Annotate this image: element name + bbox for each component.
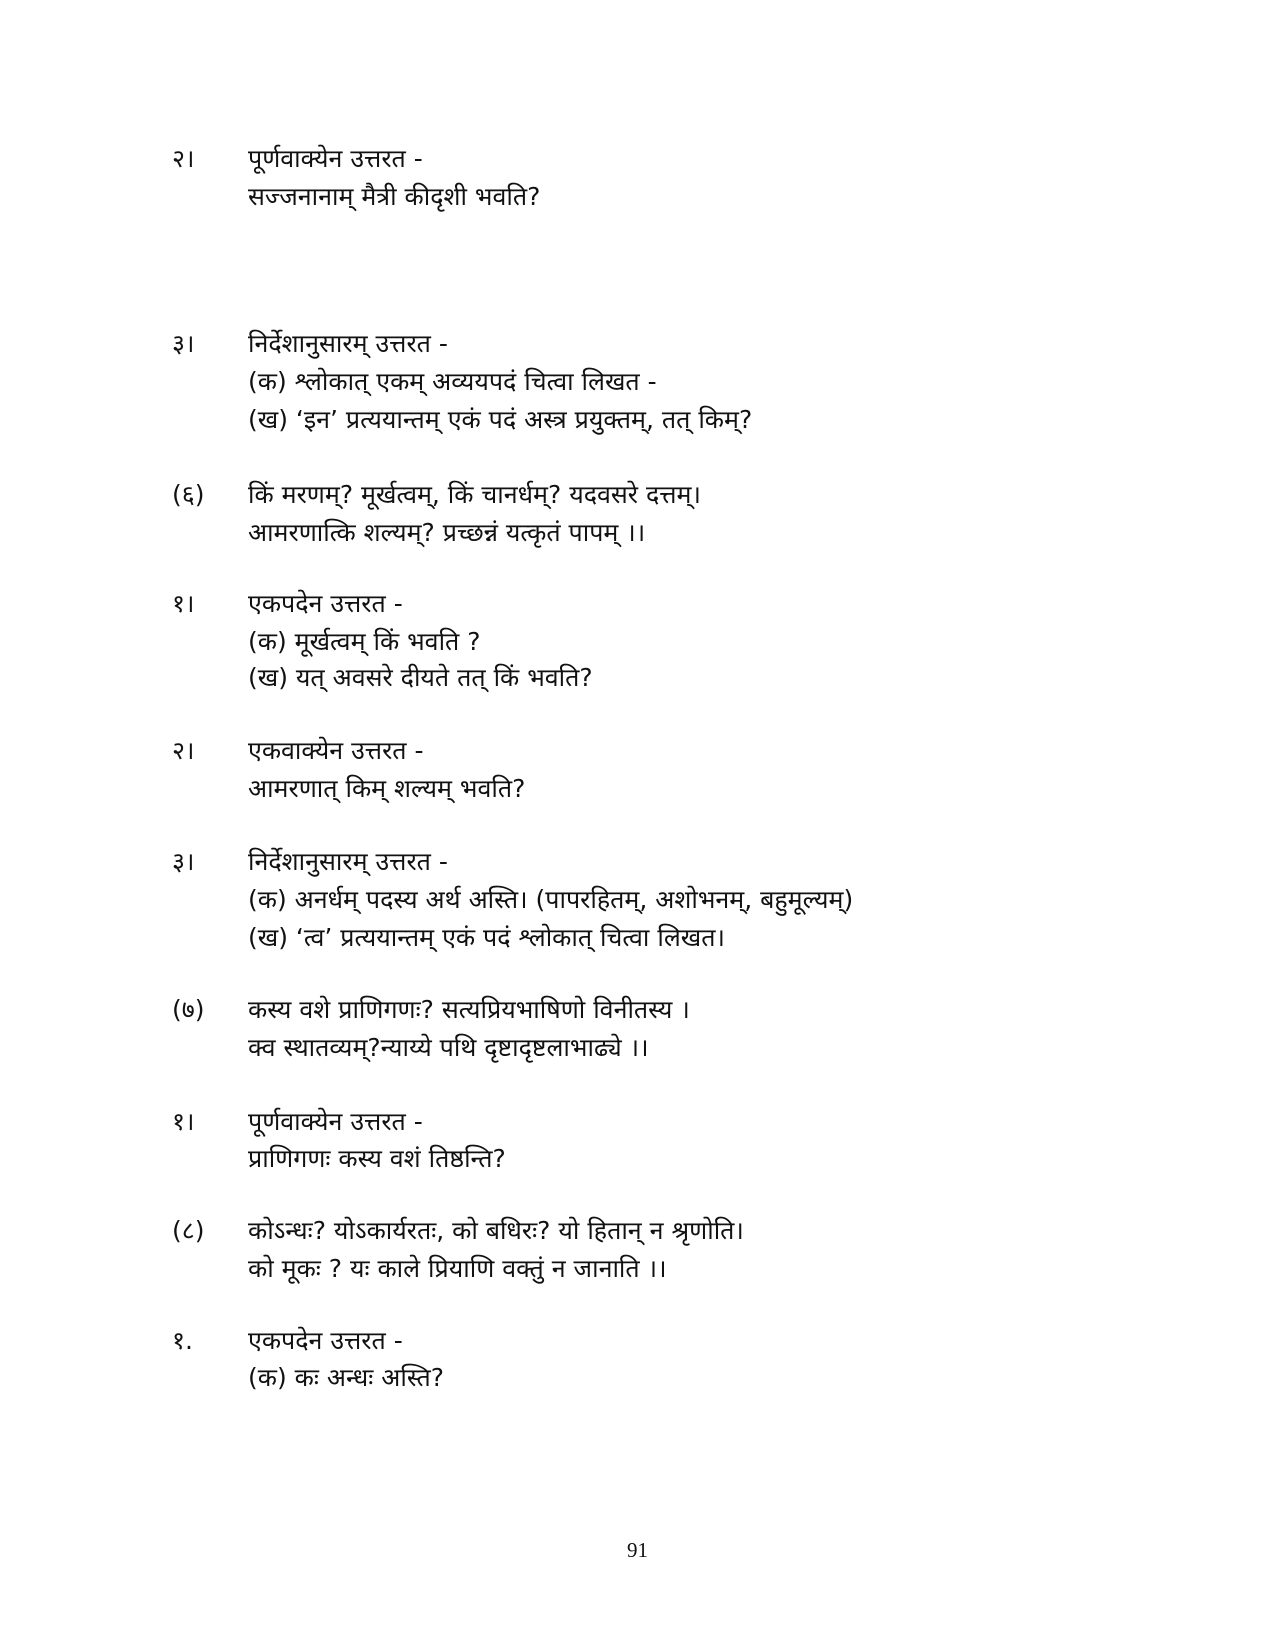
verse-number: (८) [172, 1216, 205, 1245]
question-heading: एकपदेन उत्तरत - [248, 589, 403, 618]
verse-line: किं मरणम्? मूर्खत्वम्, किं चानर्धम्? यदवसरे दत्तम्। [248, 480, 701, 509]
verse-line: आमरणात्कि शल्यम्? प्रच्छन्नं यत्कृतं पापम् ।। [248, 518, 646, 547]
verse-line: क्व स्थातव्यम्?न्याय्ये पथि दृष्टादृष्टलाभाढ्ये ।। [248, 1033, 649, 1062]
question-heading: निर्देशानुसारम् उत्तरत - [248, 847, 448, 876]
question-line: (क) मूर्खत्वम् किं भवति ? [248, 627, 481, 656]
verse-number: (७) [172, 995, 205, 1024]
verse-line: कोऽन्धः? योऽकार्यरतः, को बधिरः? यो हितान् न श्रृणोति। [248, 1216, 744, 1245]
page-number: 91 [627, 1538, 648, 1562]
item-number: ३। [172, 847, 195, 876]
verse-line: को मूकः ? यः काले प्रियाणि वक्तुं न जानाति ।। [248, 1254, 667, 1283]
item-number: १। [172, 1107, 195, 1136]
question-heading: निर्देशानुसारम् उत्तरत - [248, 329, 448, 358]
item-number: २। [172, 736, 195, 765]
question-heading: एकपदेन उत्तरत - [248, 1326, 403, 1355]
question-line: (क) कः अन्धः अस्ति? [248, 1363, 445, 1392]
question-line: (ख) यत् अवसरे दीयते तत् किं भवति? [248, 663, 593, 692]
question-heading: पूर्णवाक्येन उत्तरत - [248, 1107, 423, 1136]
item-number: २। [172, 144, 195, 173]
question-line: (क) श्लोकात् एकम् अव्ययपदं चित्वा लिखत - [248, 367, 657, 396]
question-line: सज्जनानाम् मैत्री कीदृशी भवति? [248, 182, 541, 211]
question-line: (क) अनर्धम् पदस्य अर्थ अस्ति। (पापरहितम्, अशोभनम्, बहुमूल्यम्) [248, 885, 854, 914]
item-number: १. [172, 1326, 193, 1355]
verse-line: कस्य वशे प्राणिगणः? सत्यप्रियभाषिणो विनीतस्य । [248, 995, 690, 1024]
question-heading: पूर्णवाक्येन उत्तरत - [248, 144, 423, 173]
question-line: आमरणात् किम् शल्यम् भवति? [248, 774, 526, 803]
question-line: प्राणिगणः कस्य वशं तिष्ठन्ति? [248, 1144, 506, 1173]
item-number: ३। [172, 329, 195, 358]
item-number: १। [172, 589, 195, 618]
question-heading: एकवाक्येन उत्तरत - [248, 736, 424, 765]
question-line: (ख) ‘इन’ प्रत्ययान्तम् एकं पदं अस्त्र प्रयुक्तम्, तत् किम्? [248, 405, 753, 434]
verse-number: (६) [172, 480, 205, 509]
question-line: (ख) ‘त्व’ प्रत्ययान्तम् एकं पदं श्लोकात् चित्वा लिखत। [248, 923, 725, 952]
